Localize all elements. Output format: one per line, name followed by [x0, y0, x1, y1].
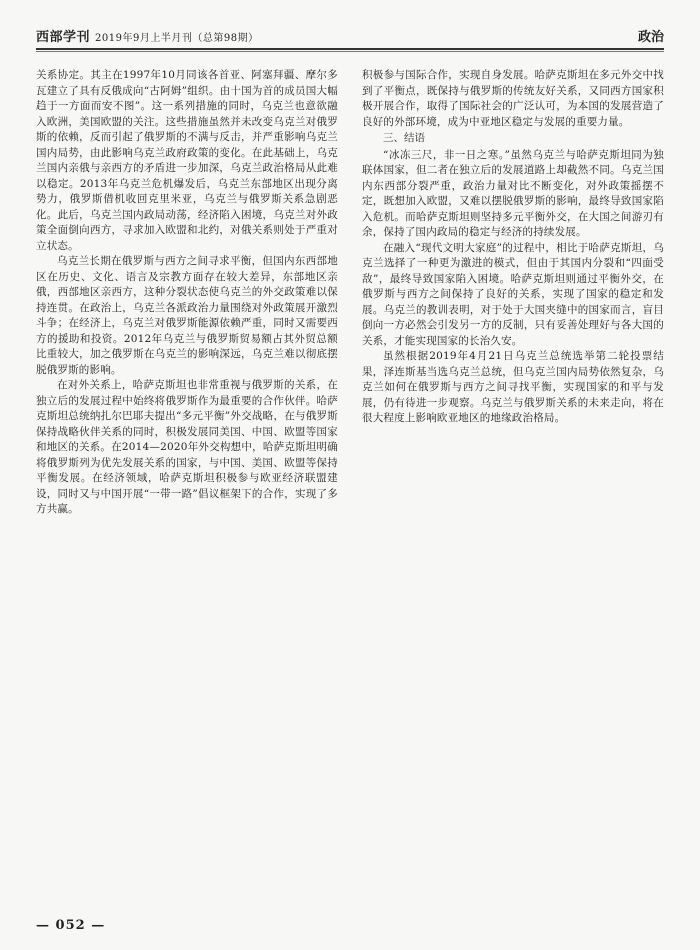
paragraph: 在对外关系上，哈萨克斯坦也非常重视与俄罗斯的关系，在独立后的发展过程中始终将俄罗斯作为最重要的合作伙伴。哈萨克斯坦总统纳扎尔巴耶夫提出“多元平衡”外交战略，在与俄罗斯保持战略伙伴关系的同时，积极发展同美国、中国、欧盟等国家和地区的关系。在2014—2020年外交构想中，哈萨克斯坦明确将俄罗斯列为优先发展关系的国家，与中国、美国、欧盟等保持平衡发展。在经济领域，哈萨克斯坦积极参与欧亚经济联盟建设，同时又与中国开展“一带一路”倡议框架下的合作，实现了多方共赢。 — [36, 379, 338, 515]
paragraph: 在融入“现代文明大家庭”的过程中，相比于哈萨克斯坦，乌克兰选择了一种更为激进的模式，但由于其国内分裂和“四面受敌”，最终导致国家陷入困境。哈萨克斯坦则通过平衡外交，在俄罗斯与西方之间保持了良好的关系，实现了国家的稳定和发展。乌克兰的教训表明，对于处于大国夹缝中的国家而言，盲目倒向一方必然会引发另一方的反制，只有妥善处理好与各大国的关系，才能实现国家的长治久安。 — [362, 241, 664, 347]
journal-name: 西部学刊 — [36, 30, 91, 45]
page-header — [36, 22, 664, 50]
article-body — [36, 68, 664, 908]
issue-info: 2019年9月上半月刊（总第98期） — [95, 33, 259, 44]
paragraph: 积极参与国际合作，实现自身发展。哈萨克斯坦在多元外交中找到了平衡点，既保持与俄罗斯的传统友好关系，又同西方国家积极开展合作，取得了国际社会的广泛认可，为本国的发展营造了良好的外部环境，成为中亚地区稳定与发展的重要力量。 — [362, 69, 664, 128]
left-column — [36, 68, 338, 908]
page-number: — 052 — — [36, 918, 106, 933]
section-heading: 三、结语 — [383, 132, 425, 144]
paragraph: 乌克兰长期在俄罗斯与西方之间寻求平衡，但国内东西部地区在历史、文化、语言及宗教方面存在较大差异，东部地区亲俄，西部地区亲西方，这种分裂状态使乌克兰的外交政策难以保持连贯。在政治上，乌克兰各派政治力量围绕对外政策展开激烈斗争；在经济上，乌克兰对俄罗斯能源依赖严重，同时又需要西方的援助和投资。2012年乌克兰与俄罗斯贸易额占其外贸总额比重较大，加之俄罗斯在乌克兰的影响深远，乌克兰难以彻底摆脱俄罗斯的影响。 — [36, 255, 338, 376]
section-label: 政治 — [637, 30, 664, 45]
paragraph: “冰冻三尺，非一日之寒。”虽然乌克兰与哈萨克斯坦同为独联体国家，但二者在独立后的发展道路上却截然不同。乌克兰国内东西部分裂严重，政治力量对比不断变化，对外政策摇摆不定，既想加入欧盟，又难以摆脱俄罗斯的影响，最终导致国家陷入危机。而哈萨克斯坦则坚持多元平衡外交，在大国之间游刃有余，保持了国内政局的稳定与经济的持续发展。 — [362, 148, 664, 238]
journal-title — [36, 26, 259, 48]
header-divider — [36, 51, 664, 52]
paragraph: 关系协定。其主在1997年10月同该各首亚、阿塞拜疆、摩尔多瓦建立了具有反俄成向“古阿姆”组织。由十国为首的成员国大幅趋于一方面而安不图”。这一系列措施的同时，乌克兰也意欲融入欧洲，美国欧盟的关注。这些措施虽然并未改变乌克兰对俄罗斯的依赖，反而引起了俄罗斯的不满与反击，并严重影响乌克兰国内局势，由此影响乌克兰政府政策的变化。在此基础上，乌克兰国内亲俄与亲西方的矛盾进一步加深，乌克兰政治格局从此难以稳定。2013年乌克兰危机爆发后，乌克兰东部地区出现分离势力，俄罗斯借机收回克里米亚，乌克兰与俄罗斯关系急剧恶化。此后，乌克兰国内政局动荡，经济陷入困境，乌克兰对外政策全面倒向西方，寻求加入欧盟和北约，对俄关系则处于严重对立状态。 — [36, 69, 338, 252]
paragraph: 虽然根据2019年4月21日乌克兰总统选举第二轮投票结果，泽连斯基当选乌克兰总统，但乌克兰国内局势依然复杂，乌克兰如何在俄罗斯与西方之间寻找平衡，实现国家的和平与发展，仍有待进一步观察。乌克兰与俄罗斯关系的未来走向，将在很大程度上影响欧亚地区的地缘政治格局。 — [362, 350, 664, 424]
right-column — [362, 68, 664, 908]
